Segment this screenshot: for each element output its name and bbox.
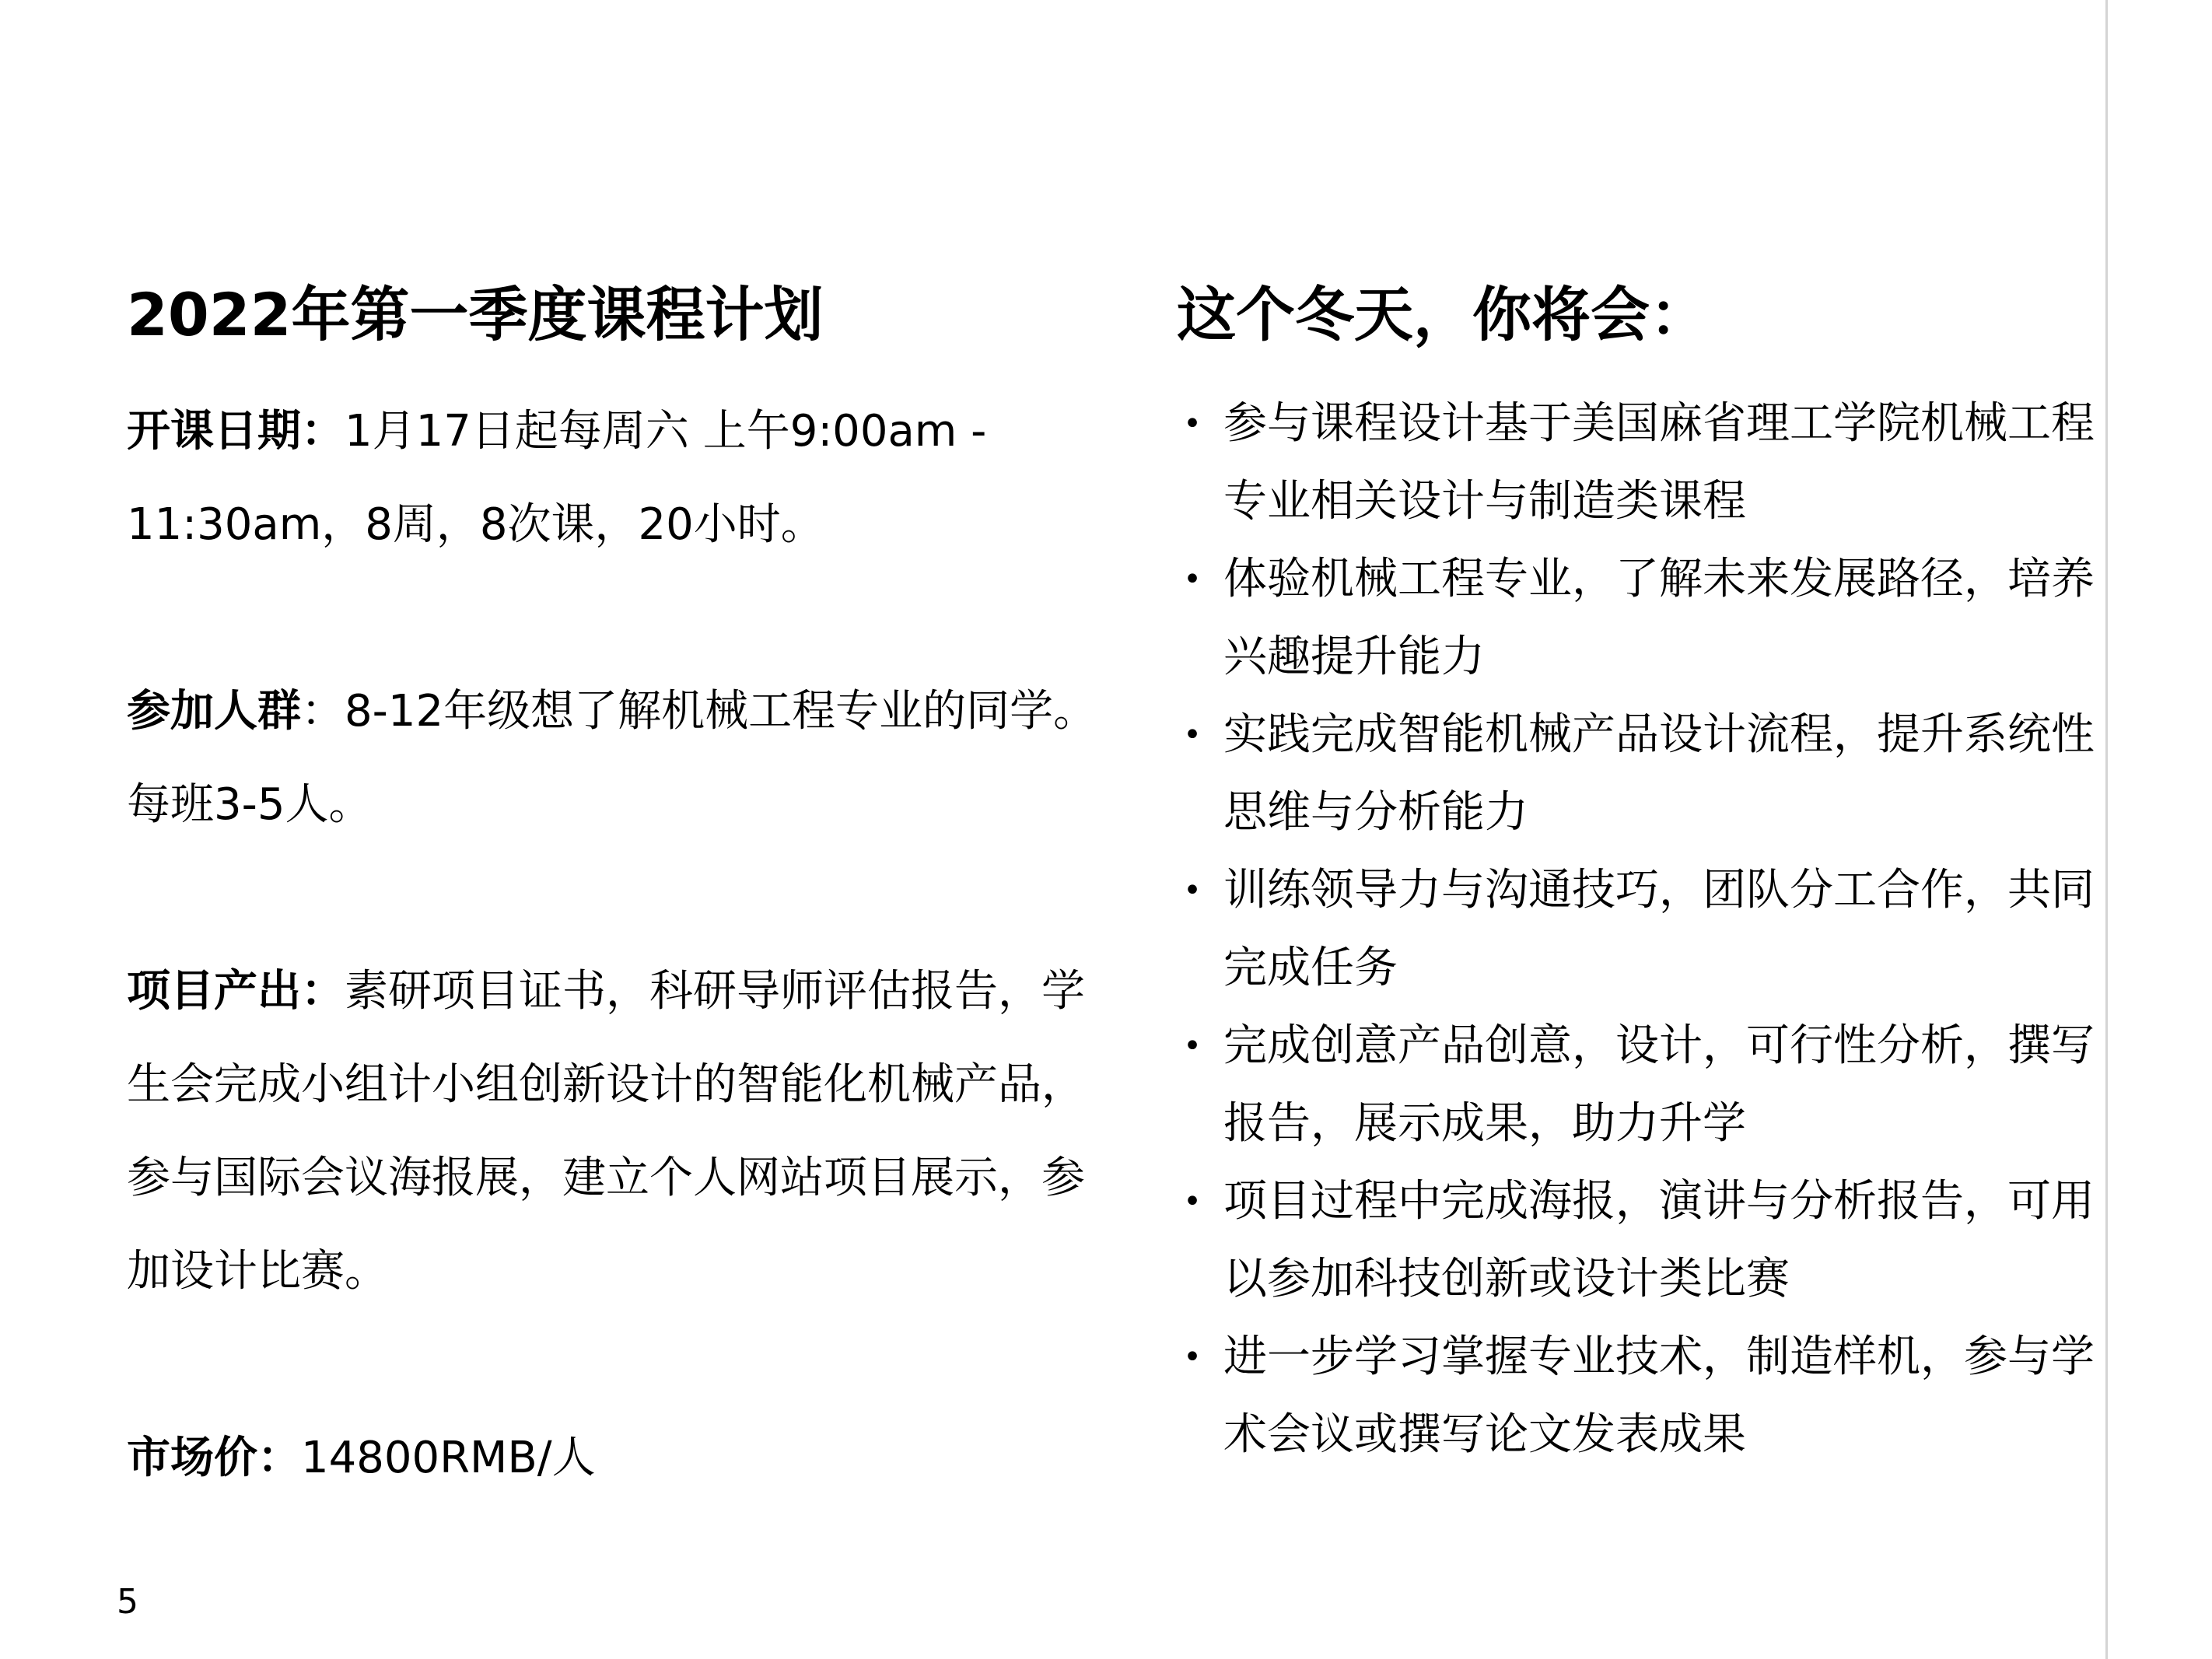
bullet-icon: • bbox=[1183, 717, 1202, 753]
list-item bbox=[1177, 385, 2102, 541]
course-plan-title: 2022年第一季度课程计划 bbox=[127, 280, 824, 349]
list-item bbox=[1177, 852, 2102, 1007]
course-plan-column bbox=[127, 276, 1107, 1505]
list-item bbox=[1177, 1007, 2102, 1163]
list-item-text: 实践完成智能机械产品设计流程，提升系统性思维与分析能力 bbox=[1223, 709, 2095, 838]
section-start-date bbox=[127, 385, 1107, 572]
bullet-icon: • bbox=[1183, 1339, 1202, 1375]
list-item-text: 训练领导力与沟通技巧，团队分工合作，共同完成任务 bbox=[1223, 865, 2095, 993]
benefits-title: 这个冬天，你将会： bbox=[1177, 280, 1709, 349]
list-item bbox=[1177, 541, 2102, 696]
section-label: 参加人群 bbox=[127, 686, 301, 737]
benefits-column bbox=[1177, 276, 2102, 1474]
page-edge-divider bbox=[2105, 0, 2108, 1659]
list-item-text: 参与课程设计基于美国麻省理工学院机械工程专业相关设计与制造类课程 bbox=[1223, 398, 2095, 527]
bullet-icon: • bbox=[1183, 562, 1202, 597]
section-label: 项目产出： bbox=[127, 966, 345, 1017]
section-text: 1月17日起每周六 上午9:00am - 11:30am，8周，8次课，20小时。 bbox=[127, 406, 987, 550]
list-item bbox=[1177, 696, 2102, 852]
bullet-icon: • bbox=[1183, 406, 1202, 442]
list-item-text: 完成创意产品创意，设计，可行性分析，撰写报告，展示成果，助力升学 bbox=[1223, 1020, 2095, 1149]
page-number: 5 bbox=[117, 1582, 138, 1622]
course-plan-sections bbox=[127, 385, 1107, 1505]
bullet-icon: • bbox=[1183, 1028, 1202, 1064]
section-label: 市场价： bbox=[127, 1433, 301, 1483]
section-text: ：8-12年级想了解机械工程专业的同学。每班3-5人。 bbox=[127, 686, 1097, 830]
bullet-icon: • bbox=[1183, 873, 1202, 908]
section-outcomes bbox=[127, 945, 1107, 1318]
list-item bbox=[1177, 1163, 2102, 1318]
bullet-icon: • bbox=[1183, 1184, 1202, 1220]
list-item-text: 体验机械工程专业，了解未来发展路径，培养兴趣提升能力 bbox=[1223, 554, 2095, 682]
list-item-text: 进一步学习掌握专业技术，制造样机，参与学术会议或撰写论文发表成果 bbox=[1223, 1332, 2095, 1460]
list-item bbox=[1177, 1318, 2102, 1474]
section-text: 14800RMB/人 bbox=[301, 1433, 596, 1483]
section-label: 开课日期： bbox=[127, 406, 345, 457]
benefits-list bbox=[1177, 385, 2102, 1474]
section-audience bbox=[127, 665, 1107, 852]
list-item-text: 项目过程中完成海报，演讲与分析报告，可用以参加科技创新或设计类比赛 bbox=[1223, 1176, 2095, 1304]
section-text: 素研项目证书，科研导师评估报告，学生会完成小组计小组创新设计的智能化机械产品，参与国际会议海报展，建立个人网站项目展示，参加设计比赛。 bbox=[127, 966, 1085, 1297]
section-price bbox=[127, 1412, 1107, 1505]
